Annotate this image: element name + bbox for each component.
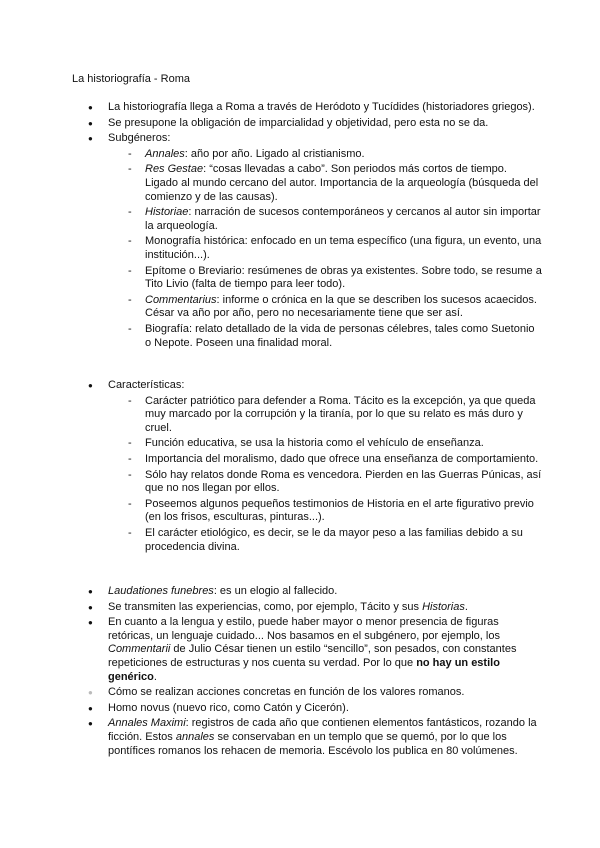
list-item-subgeneros — [72, 132, 542, 350]
item-em: Laudationes funebres — [108, 585, 214, 597]
item-text: Cómo se realizan acciones concretas en función de los valores romanos. — [108, 686, 465, 699]
dash-icon: - — [128, 452, 132, 465]
list-item — [72, 117, 542, 131]
item-bold: no hay un estilo genérico — [108, 656, 500, 683]
sub-item — [72, 163, 542, 204]
sub-item — [72, 235, 542, 262]
item-text: : es un elogio al fallecido. — [213, 585, 338, 597]
bullet-icon: ● — [88, 118, 93, 128]
sub-item — [72, 265, 542, 292]
item-em: Commentarii — [108, 643, 171, 656]
dash-icon: - — [128, 497, 132, 510]
item-text: : narración de sucesos contemporáneos y cercanos al autor sin importar la arqueología. — [145, 206, 541, 232]
dash-icon: - — [128, 206, 132, 219]
bullet-icon: ● — [88, 719, 93, 729]
item-text: Subgéneros: — [108, 132, 171, 145]
list-item — [72, 686, 542, 700]
item-text: Monografía histórica: enfocado en un tema específico (una figura, un evento, una institución...). — [145, 235, 542, 261]
section-caracteristicas — [72, 377, 542, 554]
item-text: : “cosas llevadas a cabo”. Son periodos más cortos de tiempo. Ligado al mundo cercano del autor. Importancia de la arqueología (búsqueda del comienzo y de las causas). — [145, 163, 539, 203]
item-em: Res Gestae — [145, 163, 204, 176]
sublist-subgeneros — [108, 148, 542, 350]
item-em: Historias — [422, 600, 465, 613]
item-text: En cuanto a la lengua y estilo, puede haber mayor o menor presencia de figuras retóricas, un lenguaje cuidado... Nos basamos en el subgénero, por ejemplo, los — [108, 616, 500, 642]
dash-icon: - — [128, 468, 132, 481]
item-text: Epítome o Breviario: resúmenes de obras ya existentes. Sobre todo, se resume a Tito Livio (falta de tiempo para leer todo). — [145, 264, 542, 291]
sub-item — [72, 294, 542, 321]
sub-item — [72, 148, 542, 162]
item-text: Importancia del moralismo, dado que ofrece una enseñanza de comportamiento. — [145, 452, 539, 465]
item-em: Historiae — [145, 206, 189, 219]
document-title: La historiografía - Roma — [72, 73, 190, 85]
item-text-cont: se conservaban en un templo que se quemó, por lo que los pontífices romanos los rehacen de memoria. Escévolo los publica en 80 volúmenes. — [108, 730, 518, 757]
section-intro — [72, 99, 542, 350]
dash-icon: - — [128, 264, 132, 277]
list-item-caracteristicas — [72, 379, 542, 554]
bullet-icon: ● — [88, 688, 93, 698]
dash-icon: - — [128, 526, 132, 539]
item-em: annales — [175, 730, 215, 743]
item-text: Biografía: relato detallado de la vida de personas célebres, tales como Suetonio o Nepote. Poseen una finalidad moral. — [145, 322, 535, 349]
item-text-end: . — [153, 670, 157, 683]
dash-icon: - — [128, 147, 132, 160]
list-item — [72, 702, 542, 716]
dash-icon: - — [128, 437, 132, 450]
sub-item — [72, 498, 542, 525]
dash-icon: - — [128, 394, 132, 407]
dash-icon: - — [128, 293, 132, 306]
dash-icon: - — [128, 163, 132, 176]
list-item — [72, 717, 542, 758]
item-text-end: . — [464, 600, 468, 613]
sub-item — [72, 206, 542, 233]
item-text: : año por año. Ligado al cristianismo. — [184, 147, 365, 160]
bullet-icon: ● — [88, 703, 93, 713]
sub-item — [72, 453, 542, 467]
item-text: Características: — [108, 379, 185, 391]
item-text: Carácter patriótico para defender a Roma. Tácito es la excepción, ya que queda muy marcado por la corrupción y la tiranía, por lo que su relato es más duro y cruel. — [145, 394, 536, 434]
sub-item — [72, 323, 542, 350]
bullet-icon: ● — [88, 134, 93, 144]
item-text: : registros de cada año que contienen elementos fantásticos, rozando la ficción. Estos — [108, 717, 537, 743]
item-text: La historiografía llega a Roma a través de Heródoto y Tucídides (historiadores griegos). — [108, 101, 535, 113]
bullet-icon: ● — [88, 103, 93, 112]
list-item — [72, 601, 542, 615]
bullet-icon: ● — [88, 602, 93, 612]
bullet-icon: ● — [88, 587, 93, 596]
item-em: Annales — [145, 147, 185, 160]
item-text: Función educativa, se usa la historia como el vehículo de enseñanza. — [145, 437, 484, 450]
dash-icon: - — [128, 322, 132, 335]
sublist-caracteristicas — [108, 395, 542, 555]
item-text: Homo novus (nuevo rico, como Catón y Cicerón). — [108, 701, 349, 714]
bullet-icon: ● — [88, 618, 93, 628]
item-text: Sólo hay relatos donde Roma es vencedora. Pierden en las Guerras Púnicas, así que no nos llegan por ellos. — [145, 468, 542, 495]
list-item — [72, 101, 542, 115]
section-otros — [72, 583, 542, 758]
item-text: : informe o crónica en la que se describen los sucesos acaecidos. César va año por año, pero no necesariamente tiene que ser así. — [145, 293, 537, 320]
item-text: El carácter etiológico, es decir, se le da mayor peso a las familias debido a su procedencia divina. — [145, 526, 523, 553]
item-em: Annales Maximi — [108, 717, 186, 730]
item-text: Poseemos algunos pequeños testimonios de Historia en el arte figurativo previo (en los frisos, esculturas, pinturas...). — [145, 497, 534, 524]
sub-item — [72, 437, 542, 451]
list-item — [72, 616, 542, 684]
item-em: Commentarius — [145, 293, 217, 306]
sub-item — [72, 527, 542, 554]
item-text-cont: de Julio César tienen un estilo “sencillo”, son pesados, con constantes repeticiones de estructuras y nos cuenta su verdad. Por lo que — [108, 643, 517, 669]
item-text: Se transmiten las experiencias, como, por ejemplo, Tácito y sus — [108, 600, 423, 613]
dash-icon: - — [128, 235, 132, 248]
bullet-icon: ● — [88, 381, 93, 390]
sub-item — [72, 469, 542, 496]
item-text: Se presupone la obligación de imparcialidad y objetividad, pero esta no se da. — [108, 116, 489, 129]
sub-item — [72, 395, 542, 436]
list-item — [72, 585, 542, 599]
